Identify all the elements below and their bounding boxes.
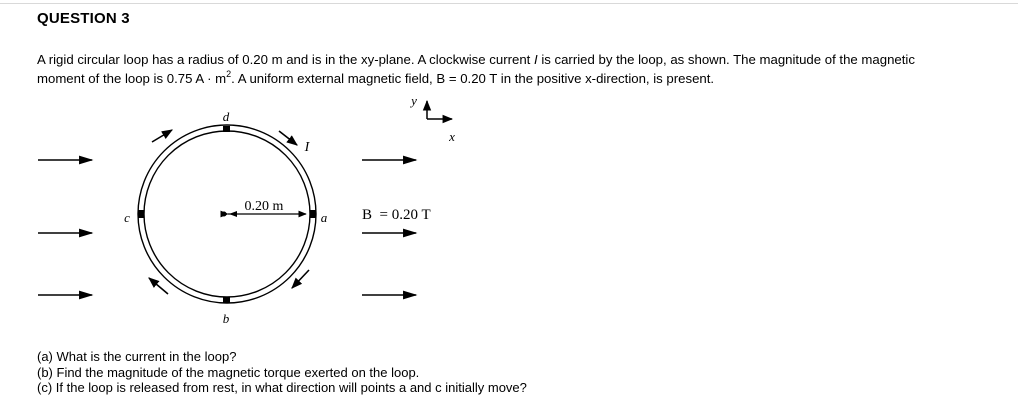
axis-x-label: x [449,129,455,144]
question-heading: QUESTION 3 [37,10,130,27]
current-symbol: I [533,52,538,67]
loop-figure [0,90,520,340]
axis-y-label: y [411,93,417,108]
question-line-2 [37,69,1007,88]
line2-text-b: . A uniform external magnetic field, B = 0.20 T in the positive x-direction, is present. [231,71,715,86]
question-parts [37,349,527,396]
top-divider [0,3,1018,4]
point-a-marker [310,210,316,218]
line1-text-b: is carried by the loop, as shown. The magnitude of the magnetic [537,52,915,67]
part-a: (a) What is the current in the loop? [37,349,237,364]
label-c: c [124,210,130,225]
current-arrow-lower-left [149,278,168,294]
current-arrow-upper-left [152,130,172,142]
question-line-1 [37,50,1007,69]
label-d: d [222,109,230,124]
label-b: b [222,311,230,326]
part-b: (b) Find the magnitude of the magnetic torque exerted on the loop. [37,364,420,380]
point-d-marker [223,126,230,132]
question-text [37,50,1007,88]
point-b-marker [223,297,230,303]
line1-text-a: A rigid circular loop has a radius of 0.20 m and is in the xy-plane. A clockwise current [37,52,534,67]
field-label: B = 0.20 T [362,207,431,223]
exponent: 2 [226,69,232,79]
current-arrow-upper-right [279,131,297,145]
label-a: a [320,210,328,225]
radius-label: 0.20 m [244,199,284,214]
center-dot [222,212,227,217]
label-current: I [304,140,310,155]
part-c: (c) If the loop is released from rest, in what direction will points a and c initially move? [37,380,527,395]
radius-arrow-left-head [229,211,237,217]
line2-text-a: moment of the loop is 0.75 A · m [37,71,227,86]
point-c-marker [138,210,144,218]
